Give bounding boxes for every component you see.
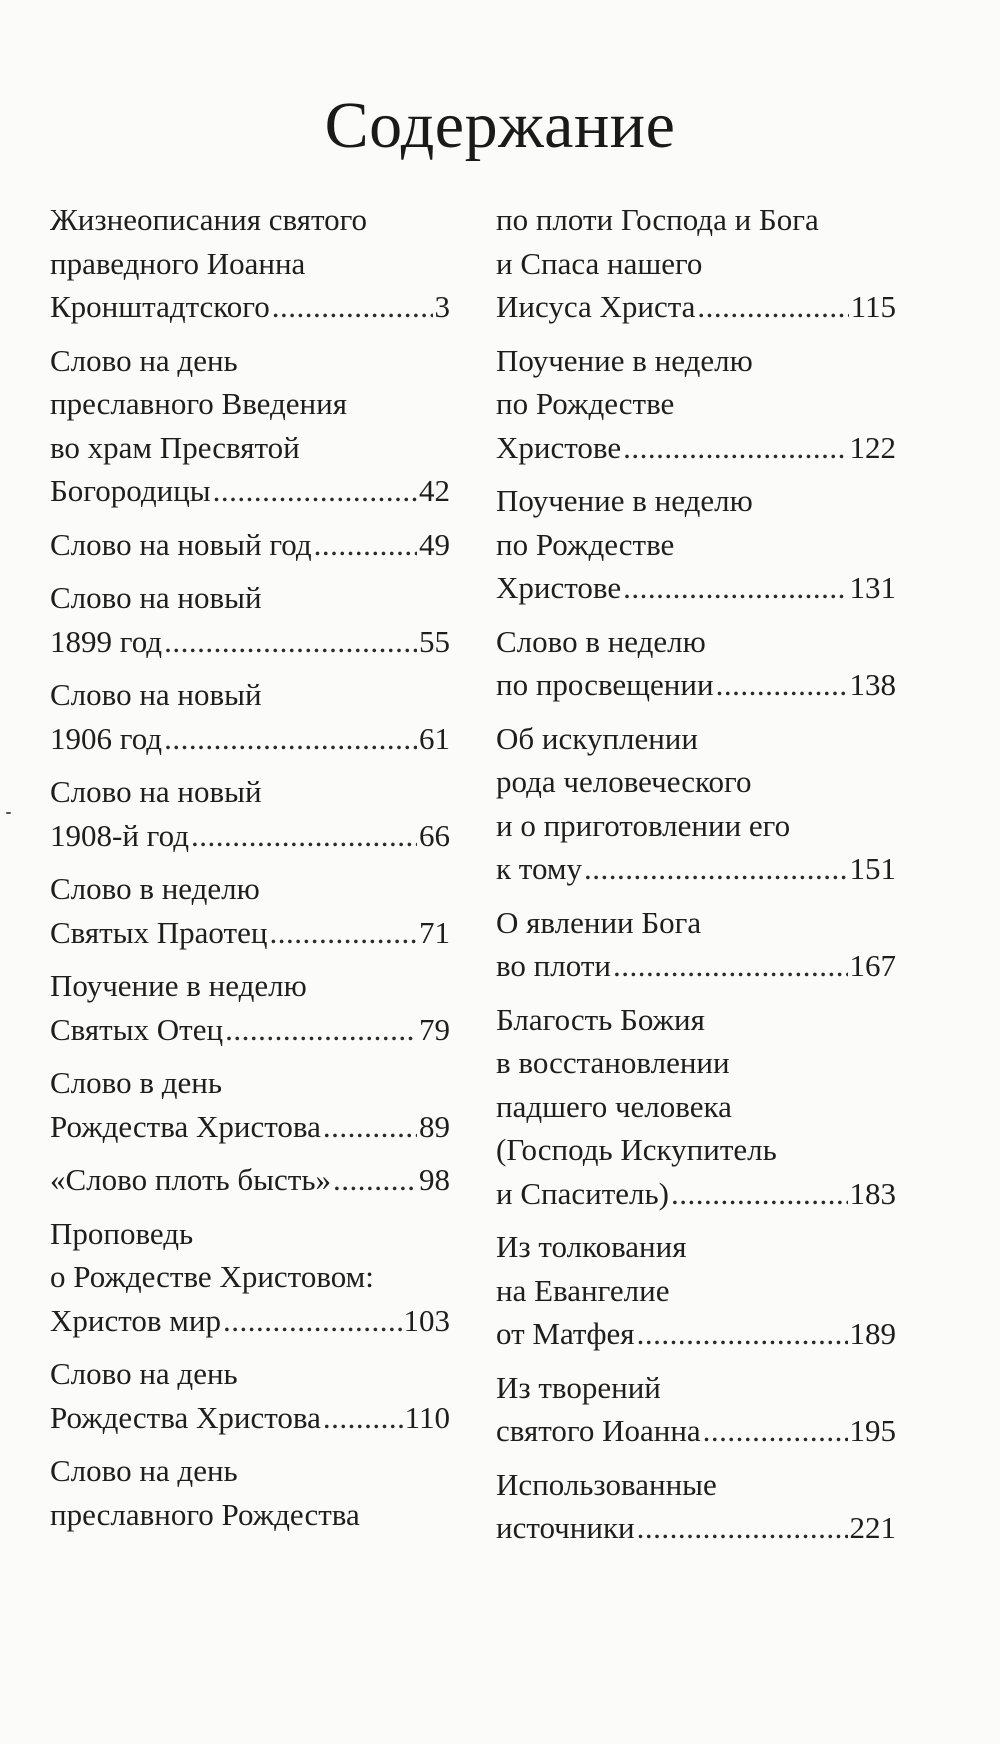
page-number: 115 bbox=[850, 289, 896, 324]
toc-entry-title-line: Святых Праотец bbox=[50, 914, 268, 950]
toc-entry-title-line: и Спаситель) bbox=[496, 1175, 669, 1211]
dot-leader bbox=[333, 1158, 417, 1202]
toc-entry-final-line bbox=[50, 1105, 450, 1149]
toc-entry[interactable] bbox=[496, 479, 896, 610]
page-number: 66 bbox=[419, 817, 450, 853]
toc-entry-final-line bbox=[50, 1158, 450, 1202]
toc-entry-title-line: «Слово плоть бысть» bbox=[50, 1162, 331, 1197]
page-number: 195 bbox=[849, 1413, 896, 1448]
page-number: 138 bbox=[849, 667, 896, 702]
toc-entry-final-line bbox=[50, 911, 450, 955]
toc-entry-title-line: Христове bbox=[496, 429, 622, 465]
page-number: 55 bbox=[419, 623, 450, 659]
page-number: 183 bbox=[849, 1175, 896, 1211]
page-number: 71 bbox=[419, 914, 450, 950]
toc-entry-title-line: Кронштадтского bbox=[50, 289, 270, 324]
toc-entry-title-line: от Матфея bbox=[496, 1316, 635, 1351]
toc-entry-title-line: Жизнеописания святого bbox=[50, 202, 368, 237]
toc-entry-final-line bbox=[496, 566, 896, 610]
scan-speck bbox=[6, 812, 11, 814]
toc-entry-final-line bbox=[496, 1409, 896, 1453]
toc-entry-title-line: святого Иоанна bbox=[496, 1413, 701, 1448]
toc-entry-title-line: Слово на день bbox=[50, 1453, 238, 1488]
page-number: 42 bbox=[419, 473, 450, 508]
toc-entry-title-line: Поучение в неделю bbox=[496, 342, 753, 378]
dot-leader bbox=[703, 1409, 848, 1453]
toc-entry[interactable] bbox=[496, 717, 896, 891]
toc-entry-final-line bbox=[50, 1396, 450, 1440]
toc-entry[interactable] bbox=[50, 523, 450, 567]
toc-entry-final-line bbox=[50, 1299, 450, 1343]
dot-leader bbox=[671, 1172, 848, 1216]
toc-entry[interactable] bbox=[496, 998, 896, 1216]
toc-entry-title-line: во храм Пресвятой bbox=[50, 429, 300, 465]
toc-entry[interactable] bbox=[50, 867, 450, 954]
dot-leader bbox=[716, 663, 848, 707]
toc-entry-final-line bbox=[50, 469, 450, 513]
dot-leader bbox=[269, 911, 417, 955]
toc-entry-title-line: по Рождестве bbox=[496, 526, 675, 562]
dot-leader bbox=[314, 523, 417, 567]
page-number: 79 bbox=[419, 1011, 450, 1047]
dot-leader bbox=[613, 944, 848, 988]
toc-entry-final-line bbox=[50, 620, 450, 664]
toc-entry-title-line: рода человеческого bbox=[496, 764, 752, 799]
page-number: 103 bbox=[403, 1302, 450, 1338]
toc-entry-title-line: праведного Иоанна bbox=[50, 245, 306, 281]
toc-entry-title-line: Из творений bbox=[496, 1369, 661, 1405]
toc-entry[interactable] bbox=[496, 620, 896, 707]
toc-entry-title-line: и о приготовлении его bbox=[496, 807, 791, 843]
toc-entry-title-line: 1899 год bbox=[50, 623, 163, 659]
toc-entry-final-line bbox=[50, 814, 450, 858]
toc-entry[interactable] bbox=[50, 1352, 450, 1439]
toc-entry-title-line: Слово в неделю bbox=[496, 623, 706, 659]
toc-entry-title-line: во плоти bbox=[496, 948, 611, 983]
toc-entry[interactable] bbox=[50, 198, 450, 329]
toc-left-column bbox=[50, 198, 450, 1546]
toc-entry-title-line: по просвещении bbox=[496, 667, 714, 702]
toc-entry-title-line: Слово на день bbox=[50, 1356, 238, 1391]
toc-entry-final-line bbox=[496, 426, 896, 470]
toc-entry-title-line: преславного Введения bbox=[50, 386, 347, 421]
dot-leader bbox=[623, 426, 847, 470]
toc-entry-title-line: Использованные bbox=[496, 1466, 717, 1502]
toc-entry-title-line: на Евангелие bbox=[496, 1272, 670, 1308]
page-number: 167 bbox=[849, 948, 896, 983]
toc-entry-final-line bbox=[50, 1008, 450, 1052]
toc-entry-title-line: Благость Божия bbox=[496, 1001, 705, 1037]
dot-leader bbox=[637, 1312, 848, 1356]
page-number: 89 bbox=[419, 1108, 450, 1144]
toc-entry-title-line: Слово на новый год bbox=[50, 526, 312, 562]
toc-entry-title-line: Слово на новый bbox=[50, 677, 262, 712]
toc-entry-title-line: Рождества Христова bbox=[50, 1399, 321, 1435]
toc-entry-title-line: Из толкования bbox=[496, 1229, 687, 1264]
page-number: 221 bbox=[849, 1510, 896, 1545]
dot-leader bbox=[623, 566, 847, 610]
toc-entry-title-line: Слово в день bbox=[50, 1065, 222, 1100]
toc-entry-title-line: преславного Рождества bbox=[50, 1496, 360, 1532]
toc-entry[interactable] bbox=[50, 673, 450, 760]
toc-entry[interactable] bbox=[50, 339, 450, 513]
page-number: 131 bbox=[849, 570, 896, 605]
toc-entry-title-line: (Господь Искупитель bbox=[496, 1132, 777, 1167]
page-number: 151 bbox=[849, 851, 896, 886]
dot-leader bbox=[223, 1299, 402, 1343]
toc-entry[interactable] bbox=[496, 901, 896, 988]
toc-entry-title-line: Поучение в неделю bbox=[50, 968, 307, 1003]
toc-entry-final-line bbox=[50, 717, 450, 761]
toc-entry-title-line: Слово на день bbox=[50, 342, 238, 378]
dot-leader bbox=[323, 1105, 417, 1149]
toc-entry-title-line: 1906 год bbox=[50, 720, 163, 756]
dot-leader bbox=[191, 814, 417, 858]
toc-entry[interactable] bbox=[50, 770, 450, 857]
toc-entry-title-line: по Рождестве bbox=[496, 386, 675, 421]
toc-entry[interactable] bbox=[50, 1212, 450, 1343]
toc-entry-title-line: Святых Отец bbox=[50, 1011, 224, 1047]
toc-entry-title-line: 1908-й год bbox=[50, 817, 189, 853]
dot-leader bbox=[323, 1396, 403, 1440]
toc-entry-title-line: Поучение в неделю bbox=[496, 483, 753, 518]
toc-entry-title-line: Слово в неделю bbox=[50, 871, 260, 906]
page-number: 61 bbox=[419, 720, 450, 756]
toc-entry-title-line: к тому bbox=[496, 851, 582, 886]
toc-entry[interactable] bbox=[496, 339, 896, 470]
page-title: Содержание bbox=[324, 89, 676, 162]
toc-entry[interactable] bbox=[496, 1366, 896, 1453]
toc-entry-final-line bbox=[496, 1312, 896, 1356]
page-number: 49 bbox=[419, 526, 450, 562]
dot-leader bbox=[272, 285, 433, 329]
toc-entry-final-line bbox=[496, 1172, 896, 1216]
dot-leader bbox=[697, 285, 848, 329]
toc-entry-title-line: О явлении Бога bbox=[496, 904, 702, 940]
toc-entry-final-line bbox=[496, 663, 896, 707]
toc-entry[interactable] bbox=[496, 1463, 896, 1550]
dot-leader bbox=[637, 1506, 848, 1550]
dot-leader bbox=[584, 847, 848, 891]
toc-right-column bbox=[496, 198, 896, 1560]
dot-leader bbox=[213, 469, 417, 513]
toc-entry[interactable] bbox=[50, 964, 450, 1051]
toc-entry-final-line bbox=[496, 1506, 896, 1550]
toc-entry-title-line: Слово на новый bbox=[50, 580, 262, 615]
toc-entry-final-line bbox=[496, 285, 896, 329]
dot-leader bbox=[225, 1008, 417, 1052]
toc-entry-title-line: источники bbox=[496, 1510, 635, 1545]
toc-entry-title-line: и Спаса нашего bbox=[496, 245, 703, 281]
toc-entry-title-line: Рождества Христова bbox=[50, 1108, 321, 1144]
dot-leader bbox=[164, 717, 417, 761]
page-number: 110 bbox=[404, 1399, 450, 1435]
page-number: 189 bbox=[849, 1316, 896, 1351]
toc-entry[interactable] bbox=[50, 576, 450, 663]
toc-entry-title-line: по плоти Господа и Бога bbox=[496, 202, 819, 237]
toc-entry-final-line bbox=[50, 523, 450, 567]
toc-entry-title-line: в восстановлении bbox=[496, 1045, 730, 1080]
dot-leader bbox=[164, 620, 417, 664]
toc-entry-title-line: Христов мир bbox=[50, 1302, 221, 1338]
toc-entry[interactable] bbox=[50, 1449, 450, 1536]
toc-entry[interactable] bbox=[496, 198, 896, 329]
toc-entry[interactable] bbox=[50, 1061, 450, 1148]
toc-entry-title-line: Христове bbox=[496, 570, 622, 605]
toc-entry-final-line bbox=[50, 285, 450, 329]
toc-entry[interactable] bbox=[496, 1225, 896, 1356]
toc-entry-title-line: Проповедь bbox=[50, 1215, 194, 1251]
toc-entry-title-line: падшего человека bbox=[496, 1088, 732, 1124]
toc-entry-title-line: Иисуса Христа bbox=[496, 289, 696, 324]
toc-entry-final-line bbox=[496, 847, 896, 891]
toc-entry-title-line: о Рождестве Христовом: bbox=[50, 1259, 374, 1294]
toc-entry-title-line: Богородицы bbox=[50, 473, 211, 508]
page-number: 122 bbox=[849, 429, 896, 465]
toc-entry-title-line: Слово на новый bbox=[50, 774, 262, 809]
toc-entry[interactable] bbox=[50, 1158, 450, 1202]
page-number: 98 bbox=[419, 1162, 450, 1197]
toc-entry-title-line: Об искуплении bbox=[496, 720, 698, 756]
page-number: 3 bbox=[434, 289, 450, 324]
toc-entry-final-line bbox=[496, 944, 896, 988]
